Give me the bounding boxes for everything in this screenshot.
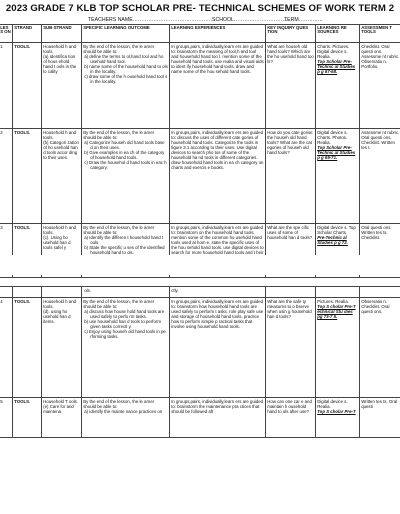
header-strand: STRAND <box>13 25 42 43</box>
strand-cell: TOOLS. <box>13 298 42 398</box>
resources-cell <box>316 398 360 438</box>
sub-strand-topic: (e) Care for and maintena <box>43 403 74 414</box>
resources-text: Digital device s. Top Scholar Charts. <box>317 224 356 235</box>
lesson-number: 2 <box>0 129 13 224</box>
scheme-table-bottom <box>0 286 400 438</box>
sub-strand-cell <box>42 129 82 224</box>
school-label: SCHOOL…………………………… <box>212 17 291 23</box>
experiences-cell: In groups,pairs, individually,learn ers are guided to: brainstorm the maintenance pra ctices that should be followed aft <box>170 398 266 438</box>
header-lesson: LESS ON <box>0 25 13 43</box>
sub-strand-title: Household h and tools. <box>43 224 77 235</box>
outcome-cell <box>82 129 170 224</box>
lesson-number: 1 <box>0 43 13 129</box>
resources-cell <box>316 43 360 129</box>
outcome-item: a) Identify the differen t household hand t ools. <box>84 234 164 245</box>
inquiry-cell: What are the spe cific uses of some of household han d tools? <box>266 224 316 278</box>
header-row <box>0 25 400 43</box>
assessment-cell: Observatio n. Checklist. Oral questi ons. <box>360 298 400 398</box>
outcome-item: b) name some of the household hand to ols in the locality. <box>84 63 168 74</box>
lesson-number: 4 <box>0 298 13 398</box>
lesson-number: 3 <box>0 224 13 278</box>
sub-strand-cell <box>42 43 82 129</box>
sub-strand-cell <box>42 298 82 398</box>
sub-strand-topic: (a) Identifica tion of hous ehold hand t ools in the lo cality <box>43 53 77 74</box>
strand-cell: TOOLS. <box>13 398 42 438</box>
inquiry-cell: What are househ old hand tools? Which are the ho usehold hand too ls? <box>266 43 316 129</box>
document-title: 2023 GRADE 7 KLB TOP SCHOLAR PRE- TECHNICAL SCHEMES OF WORK TERM 2 <box>5 3 395 14</box>
teachers-name-label: TEACHERS NAME………………………………………… <box>88 17 216 23</box>
sub-strand-topic: (d). using ho usehold han d items. <box>43 308 71 324</box>
lesson-number: 5 <box>0 398 13 438</box>
sub-strand-title: Household h and tools. <box>43 43 77 54</box>
sub-strand-topic: (b) Categori zation of ho usehold han d tools accor ding to their uses. <box>43 139 79 160</box>
resources-cell <box>316 298 360 398</box>
scheme-table-top <box>0 24 400 278</box>
outcome-item: a) define the terms to ol,hand tool and ho usehold hand tool. <box>84 53 164 64</box>
resources-reference: Top S cholar Pre-T echnical Stu dies pg 73-7 5. <box>317 303 356 319</box>
outcome-cell <box>82 43 170 129</box>
table-row <box>0 298 400 398</box>
header-sub-strand: SUB-STRAND <box>42 25 82 43</box>
term-label: TERM………….. <box>284 17 323 23</box>
sub-strand-topic: (c). Using ho usehold han d tools safel y <box>43 234 71 250</box>
resources-reference: Top Scholar Pre-Technic al Studies p g 69-71. <box>317 144 356 160</box>
resources-reference: Pre-Technic al Studies p g 72. <box>317 234 348 245</box>
outcome-item: b) State the specific u ses of the identified household hand to ols. <box>84 244 165 255</box>
inquiry-cell: What are the safe ty measures to o bserve when usin g household han d tools? <box>266 298 316 398</box>
strand-cell: TOOLS. <box>13 224 42 278</box>
outcome-cell <box>82 298 170 398</box>
header-resources: LEARNING RE SOURCES <box>316 25 360 43</box>
assessment-cell: Checklist. Oral questi ons. Assessme nt rubric. Observatio n. Portfolio. <box>360 43 400 129</box>
table-row <box>0 398 400 438</box>
outcome-intro: By the end of the lesson, the le arner should be able to: <box>83 43 155 54</box>
sub-strand-cell <box>42 398 82 438</box>
assessment-cell: Assessme nt rubric. Oral questi ons. Checklist. Written tes t. <box>360 129 400 224</box>
sub-strand-title: Household h and tools. <box>43 129 77 140</box>
experiences-cell: In groups,pairs, individually,learn ers are guided to: brainstorm how household hand tools are used safely to perform t asks. role play safe use and storage of household hand tools. practice how to perform simple p ractical tasks that involve using household hand tools. <box>170 298 266 398</box>
outcome-intro: By the end of the lesson, the le arner should be able to: <box>83 129 155 140</box>
header-experiences: LEARNING EXPERIENCES <box>170 25 266 43</box>
outcome-item: b) Give examples in ea ch of the category of household hand tools. <box>84 149 165 160</box>
table-row <box>0 129 400 224</box>
header-inquiry: KEY INQUIRY QUES TION <box>266 25 316 43</box>
continuation-row <box>0 287 400 298</box>
resources-reference: Top Scholar Pre-Technic al Studies p g 67-68. <box>317 58 356 74</box>
outcome-intro: By the end of the lesson, the le arner should be able to: <box>83 298 155 309</box>
resources-cell <box>316 129 360 224</box>
resources-reference: Top S cholar Pre-T <box>317 408 356 414</box>
inquiry-cell: How can one car e and maintain h ousehold hand to ols after use? <box>266 398 316 438</box>
resources-text: Digital device s. Realia. <box>317 398 348 409</box>
outcome-item: c) Enjoy using househ old hand tools in pe rforming tasks. <box>84 328 166 339</box>
resources-text: Digital device s. Charts. Photos. Realia. <box>317 129 348 145</box>
outcome-item: a) identify the mainte nance practices on <box>84 408 163 414</box>
header-assessment: ASSESSMEN T TOOLS <box>360 25 400 43</box>
outcome-intro: By the end of the lesson, the le arner should be able to: <box>83 398 155 409</box>
outcome-cell <box>82 398 170 438</box>
resources-text: Pictures. Realia. <box>317 298 349 304</box>
outcome-item: a) Categorize househ old hand tools base d on their uses. <box>84 139 165 150</box>
experiences-continuation: ctly. <box>170 287 266 298</box>
page-break <box>0 255 400 275</box>
outcome-continuation: ols. <box>82 287 170 298</box>
outcome-item: c) Draw the househol d hand tools in eac h category. <box>84 159 167 170</box>
sub-strand-title: Household h and tools. <box>43 298 77 309</box>
resources-text: Charts. Pictures. Digital device s. Realia. <box>317 43 350 59</box>
strand-cell: TOOLS. <box>13 129 42 224</box>
outcome-item: a) discuss how house hold hand tools are used safely to perfo rm tasks. <box>84 308 165 319</box>
outcome-intro: By the end of the lesson, the le arner should be able to: <box>83 224 155 235</box>
experiences-cell: In groups,pairs, individually,learn ers are guided to: discuss the uses of different cate gories of household hand tools. Categorize the tools in figure 3.1 according to their uses. Use digital devices to search pho tos of some of the household ha nd tools in different categories. draw household hand tools in ea ch category on charts and exercis e books. <box>170 129 266 224</box>
outcome-item: c) draw some of the h ousehold hand tool s in the locality. <box>84 73 168 84</box>
strand-cell: TOOLS. <box>13 43 42 129</box>
header-outcome: SPECIFIC LEARNING OUTCOME <box>82 25 170 43</box>
outcome-item: b) use household han d tools to perform given tasks correctl y. <box>84 318 161 329</box>
sub-strand-title: Household T ools. <box>43 398 79 404</box>
assessment-cell: Written tes ts. Oral questi <box>360 398 400 438</box>
experiences-cell: In groups,pairs, individually,learn ers are guided to: brainstorm on the household hand tools. mention some of the common ho usehold hand tools used at hom e. state the specific uses of the hou sehold hand tools. use digital devices to search for more household hand tools and t heir <box>170 224 266 278</box>
assessment-cell: Oral questi ons. Written tes ts. Checklist. <box>360 224 400 278</box>
experiences-cell: In groups,pairs, individually,learn ers are guided to: brainstorm the meaning of tool,h and tool and household hand too l. mention some of the household hand tools. use realia and visual aids to ident ify household hand tools. draw and name some of the hou sehold hand tools. <box>170 43 266 129</box>
table-row <box>0 43 400 129</box>
inquiry-cell: How do you cate gorise the househ old hand tools? What are the cat egories of househ old hand tools? <box>266 129 316 224</box>
